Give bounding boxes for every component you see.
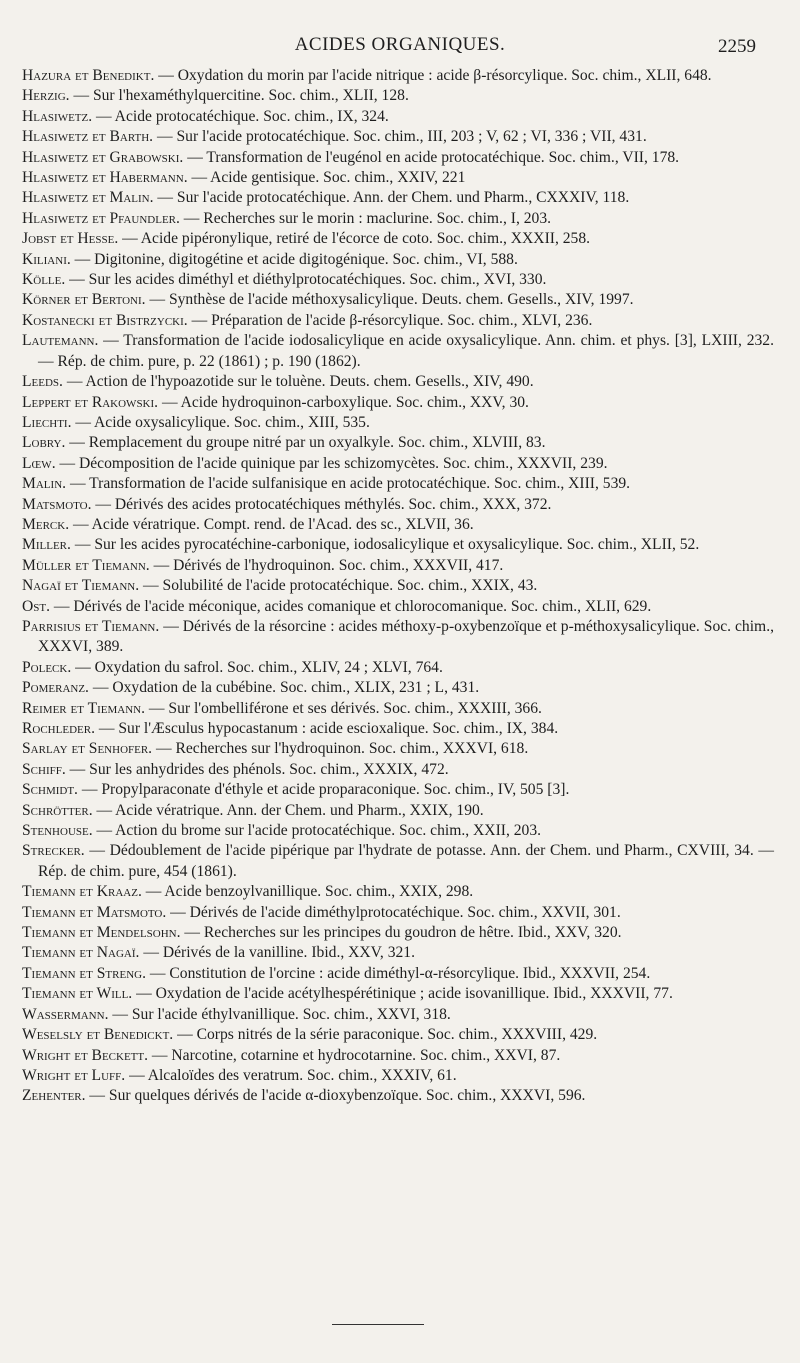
bibliography-entry	[22, 719, 774, 739]
entry-text: — Narcotine, cotarnine et hydrocotarnine. Soc. chim., XXVI, 87.	[148, 1046, 561, 1064]
entry-author: Lobry.	[22, 434, 66, 452]
entry-author: Hlasiwetz et Habermann.	[22, 169, 188, 187]
entry-author: Tiemann et Will.	[22, 985, 133, 1003]
bibliography-entry	[22, 250, 774, 270]
entry-text: — Dérivés des acides protocatéchiques méthylés. Soc. chim., XXX, 372.	[91, 495, 552, 513]
bibliography-entry	[22, 903, 774, 923]
entry-text: — Remplacement du groupe nitré par un oxyalkyle. Soc. chim., XLVIII, 83.	[65, 434, 546, 452]
entry-text: — Acide protocatéchique. Soc. chim., IX, 324.	[92, 107, 389, 125]
bibliography-entry	[22, 780, 774, 800]
bibliography-entry	[22, 801, 774, 821]
entry-author: Strecker.	[22, 842, 85, 860]
entry-text: — Synthèse de l'acide méthoxysalicylique. Deuts. chem. Gesells., XIV, 1997.	[145, 291, 634, 309]
bibliography-entry	[22, 311, 774, 331]
bibliography-entry	[22, 515, 774, 535]
entry-text: — Oxydation de la cubébine. Soc. chim., XLIX, 231 ; L, 431.	[88, 679, 480, 697]
entry-text: — Dédoublement de l'acide pipérique par l'hydrate de potasse. Ann. der Chem. und Pharm., CXVIII, 34. — Rép. de chim. pure, 454 (1861).	[38, 842, 774, 880]
entry-author: Körner et Bertoni.	[22, 291, 146, 309]
entry-text: — Sur les acides diméthyl et diéthylprotocatéchiques. Soc. chim., XVI, 330.	[65, 271, 547, 289]
entry-text: — Action du brome sur l'acide protocatéchique. Soc. chim., XXII, 203.	[92, 822, 542, 840]
entry-author: Rochleder.	[22, 720, 95, 737]
running-header	[0, 34, 800, 62]
entry-text: — Acide hydroquinon-carboxylique. Soc. chim., XXV, 30.	[158, 393, 529, 411]
entry-text: — Préparation de l'acide β-résorcylique. Soc. chim., XLVI, 236.	[187, 311, 593, 329]
bibliography-entry	[22, 923, 774, 943]
bibliography-entry	[22, 413, 774, 433]
entry-text: — Sur l'hexaméthylquercitine. Soc. chim., XLII, 128.	[69, 87, 409, 105]
entry-text: — Alcaloïdes des veratrum. Soc. chim., XXXIV, 61.	[125, 1066, 457, 1084]
bibliography-entry	[22, 290, 774, 310]
entry-text: — Recherches sur les principes du goudron de hêtre. Ibid., XXV, 320.	[180, 924, 622, 942]
entry-author: Pomeranz.	[22, 679, 89, 697]
entry-author: Poleck.	[22, 658, 72, 676]
entry-text: — Acide vératrique. Ann. der Chem. und Pharm., XXIX, 190.	[92, 801, 484, 819]
entry-author: Kiliani.	[22, 250, 71, 268]
bibliography-entry	[22, 127, 774, 147]
entry-author: Hlasiwetz.	[22, 107, 93, 125]
entry-author: Weselsly et Benedickt.	[22, 1026, 174, 1044]
entry-author: Nagaï et Tiemann.	[22, 577, 140, 595]
entry-text: — Action de l'hypoazotide sur le toluène. Deuts. chem. Gesells., XIV, 490.	[62, 373, 534, 391]
bibliography-entry	[22, 331, 774, 372]
bibliography-entry	[22, 556, 774, 576]
entry-text: — Recherches sur le morin : maclurine. Soc. chim., I, 203.	[179, 209, 552, 227]
entry-author: Matsmoto.	[22, 495, 92, 513]
bibliography-entry	[22, 66, 774, 86]
bibliography-entry	[22, 372, 774, 392]
entry-text: — Acide benzoylvanillique. Soc. chim., XXIX, 298.	[141, 883, 474, 901]
entry-text: — Dérivés de la vanilline. Ibid., XXV, 321.	[139, 944, 416, 962]
entry-author: Hlasiwetz et Barth.	[22, 128, 154, 146]
entry-author: Lautemann.	[22, 332, 99, 350]
bibliography-entry	[22, 433, 774, 453]
entry-text: — Sur l'acide protocatéchique. Ann. der Chem. und Pharm., CXXXIV, 118.	[153, 189, 630, 207]
entry-author: Reimer et Tiemann.	[22, 699, 145, 717]
entry-author: Kostanecki et Bistrzycki.	[22, 311, 188, 329]
entry-author: Ost.	[22, 597, 50, 615]
entry-text: — Acide gentisique. Soc. chim., XXIV, 221	[187, 169, 466, 187]
bibliography-entry	[22, 964, 774, 984]
page-title: ACIDES ORGANIQUES.	[294, 34, 506, 55]
bibliography-entry	[22, 821, 774, 841]
entry-author: Parrisius et Tiemann.	[22, 617, 160, 635]
entry-author: Malin.	[22, 475, 67, 493]
entry-author: Merck.	[22, 515, 70, 533]
bibliography-entry	[22, 86, 774, 106]
entry-author: Leppert et Rakowski.	[22, 393, 159, 411]
entry-text: — Corps nitrés de la série paraconique. Soc. chim., XXXVIII, 429.	[173, 1026, 598, 1044]
entry-text: — Transformation de l'acide iodosalicylique en acide oxysalicylique. Ann. chim. et phys. [3], LXIII, 232. — Rép. de chim. pure, p. 22 (1861) ; p. 190 (1862).	[38, 332, 774, 370]
entry-author: Lœw.	[22, 454, 56, 472]
bibliography-entry	[22, 658, 774, 678]
bibliography-entry	[22, 474, 774, 494]
entry-author: Zehenter.	[22, 1087, 86, 1105]
bibliography-entry	[22, 882, 774, 902]
entry-text: — Digitonine, digitogétine et acide digitogénique. Soc. chim., VI, 588.	[70, 250, 518, 268]
entry-text: — Sur l'Æsculus hypocastanum : acide escioxalique. Soc. chim., IX, 384.	[94, 720, 559, 737]
entry-author: Hlasiwetz et Grabowski.	[22, 148, 184, 166]
bibliography-entry	[22, 984, 774, 1004]
entry-text: — Dérivés de l'hydroquinon. Soc. chim., XXXVII, 417.	[149, 556, 504, 574]
bibliography-entry	[22, 1046, 774, 1066]
entry-author: Kölle.	[22, 271, 66, 289]
bibliography-entry	[22, 739, 774, 759]
bibliography-entry	[22, 1086, 774, 1106]
entry-author: Tiemann et Kraaz.	[22, 883, 142, 901]
bibliography-entry	[22, 678, 774, 698]
bibliography-entry	[22, 535, 774, 555]
entry-author: Sarlay et Senhofer.	[22, 740, 153, 758]
entry-text: — Dérivés de la résorcine : acides méthoxy-p-oxybenzoïque et p-méthoxysalicylique. Soc. chim., XXXVI, 389.	[38, 617, 774, 656]
entry-text: — Dérivés de l'acide méconique, acides comanique et chlorocomanique. Soc. chim., XLII, 629.	[50, 597, 652, 615]
bibliography-list	[22, 66, 774, 1107]
entry-text: — Sur les anhydrides des phénols. Soc. chim., XXXIX, 472.	[65, 760, 449, 778]
entry-text: — Oxydation du morin par l'acide nitrique : acide β-résorcylique. Soc. chim., XLII, 648.	[154, 67, 712, 84]
entry-author: Schrötter.	[22, 801, 93, 819]
bibliography-entry	[22, 760, 774, 780]
bibliography-entry	[22, 576, 774, 596]
entry-text: — Oxydation de l'acide acétylhespérétinique ; acide isovanillique. Ibid., XXXVII, 77.	[132, 985, 673, 1003]
entry-author: Leeds.	[22, 373, 63, 391]
entry-author: Hazura et Benedikt.	[22, 67, 155, 84]
bibliography-entry	[22, 1066, 774, 1086]
entry-author: Hlasiwetz et Malin.	[22, 189, 154, 207]
entry-author: Hlasiwetz et Pfaundler.	[22, 209, 180, 227]
entry-text: — Sur l'acide protocatéchique. Soc. chim., III, 203 ; V, 62 ; VI, 336 ; VII, 431.	[153, 128, 647, 146]
bibliography-entry	[22, 270, 774, 290]
entry-text: — Propylparaconate d'éthyle et acide proparaconique. Soc. chim., IV, 505 [3].	[77, 781, 570, 799]
entry-author: Jobst et Hesse.	[22, 230, 119, 248]
bibliography-entry	[22, 699, 774, 719]
entry-author: Wright et Luff.	[22, 1066, 126, 1084]
page-number: 2259	[718, 36, 756, 57]
entry-text: — Décomposition de l'acide quinique par les schizomycètes. Soc. chim., XXXVII, 239.	[55, 454, 608, 472]
entry-text: — Oxydation du safrol. Soc. chim., XLIV, 24 ; XLVI, 764.	[71, 658, 443, 676]
entry-author: Müller et Tiemann.	[22, 556, 150, 574]
bibliography-entry	[22, 1025, 774, 1045]
end-rule	[332, 1324, 424, 1325]
bibliography-entry	[22, 943, 774, 963]
bibliography-entry	[22, 393, 774, 413]
entry-author: Schiff.	[22, 760, 66, 778]
entry-author: Schmidt.	[22, 781, 78, 799]
entry-text: — Acide vératrique. Compt. rend. de l'Acad. des sc., XLVII, 36.	[69, 515, 474, 533]
bibliography-entry	[22, 188, 774, 208]
entry-text: — Recherches sur l'hydroquinon. Soc. chim., XXXVI, 618.	[152, 740, 529, 758]
bibliography-entry	[22, 1005, 774, 1025]
entry-author: Miller.	[22, 536, 71, 554]
entry-text: — Solubilité de l'acide protocatéchique. Soc. chim., XXIX, 43.	[139, 577, 538, 595]
bibliography-entry	[22, 168, 774, 188]
entry-author: Tiemann et Streng.	[22, 964, 146, 982]
entry-author: Tiemann et Nagaï.	[22, 944, 140, 962]
entry-author: Wassermann.	[22, 1005, 109, 1023]
bibliography-entry	[22, 841, 774, 882]
entry-author: Herzig.	[22, 87, 70, 105]
entry-text: — Transformation de l'acide sulfanisique en acide protocatéchique. Soc. chim., XIII, 539.	[66, 475, 631, 493]
entry-text: — Transformation de l'eugénol en acide protocatéchique. Soc. chim., VII, 178.	[183, 148, 680, 166]
entry-author: Stenhouse.	[22, 822, 93, 840]
bibliography-entry	[22, 107, 774, 127]
entry-text: — Acide oxysalicylique. Soc. chim., XIII, 535.	[71, 413, 370, 431]
entry-text: — Constitution de l'orcine : acide diméthyl-α-résorcylique. Ibid., XXXVII, 254.	[146, 964, 651, 982]
entry-text: — Dérivés de l'acide diméthylprotocatéchique. Soc. chim., XXVII, 301.	[166, 903, 621, 921]
entry-author: Tiemann et Mendelsohn.	[22, 924, 181, 942]
entry-author: Tiemann et Matsmoto.	[22, 903, 167, 921]
bibliography-entry	[22, 454, 774, 474]
bibliography-entry	[22, 148, 774, 168]
entry-text: — Sur l'ombelliférone et ses dérivés. Soc. chim., XXXIII, 366.	[145, 699, 542, 717]
entry-author: Wright et Beckett.	[22, 1046, 149, 1064]
entry-text: — Sur quelques dérivés de l'acide α-dioxybenzoïque. Soc. chim., XXXVI, 596.	[85, 1087, 586, 1105]
entry-author: Liechti.	[22, 413, 72, 431]
entry-text: — Sur l'acide éthylvanillique. Soc. chim., XXVI, 318.	[108, 1005, 451, 1023]
bibliography-entry	[22, 209, 774, 229]
bibliography-entry	[22, 617, 774, 658]
bibliography-entry	[22, 597, 774, 617]
bibliography-entry	[22, 495, 774, 515]
entry-text: — Acide pipéronylique, retiré de l'écorce de coto. Soc. chim., XXXII, 258.	[118, 230, 591, 248]
bibliography-entry	[22, 229, 774, 249]
entry-text: — Sur les acides pyrocatéchine-carbonique, iodosalicylique et oxysalicylique. Soc. chim., XLII, 52.	[70, 536, 700, 554]
